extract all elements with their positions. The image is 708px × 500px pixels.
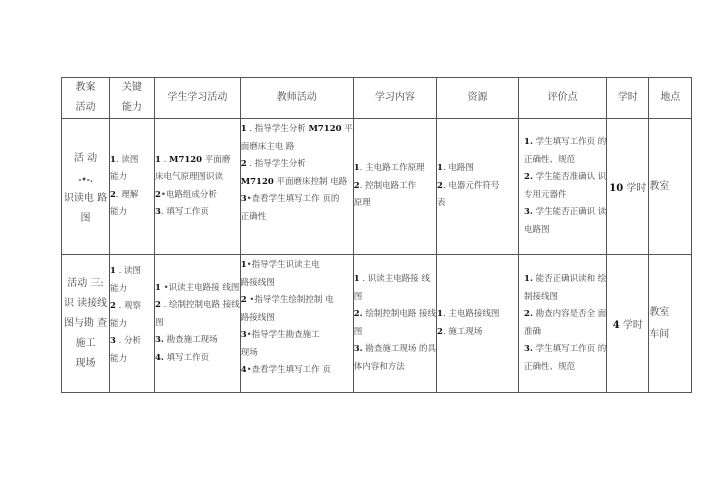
item-text: •识读主电路接 线图 <box>160 282 240 293</box>
list-item <box>524 341 606 359</box>
item-text: 图 <box>353 291 363 302</box>
header-teacher-activity: 教师活动 <box>240 78 353 119</box>
header-activity <box>62 78 110 119</box>
list-item <box>354 195 436 213</box>
item-number: 2 <box>437 326 443 337</box>
list-item <box>110 316 154 334</box>
item-text: . 观察 <box>115 301 142 311</box>
hours-cell <box>607 255 649 393</box>
item-text: •电路组成分析 <box>160 189 217 200</box>
evaluation-cell <box>519 255 607 393</box>
list-item <box>241 174 353 192</box>
item-number: 2 <box>353 180 360 191</box>
teacher-activity-cell <box>240 119 353 255</box>
item-text: 原理 <box>353 198 371 209</box>
item-text: . 读图 <box>115 154 139 165</box>
list-item <box>524 204 606 222</box>
item-number: 3 <box>240 194 247 204</box>
list-item <box>524 324 606 342</box>
list-item <box>437 160 518 178</box>
item-text: 学生填写工作页 的 <box>532 344 607 354</box>
list-item <box>354 306 436 324</box>
item-number: 2 <box>110 189 116 200</box>
list-item <box>354 271 436 289</box>
activity-line: 图 <box>80 212 91 224</box>
activity-cell <box>62 119 110 255</box>
list-item <box>354 160 436 178</box>
list-item <box>241 292 353 310</box>
item-number: 3. <box>524 207 533 217</box>
item-number: 1 <box>110 266 116 276</box>
item-text: 电路图 <box>524 224 550 235</box>
list-item <box>354 324 436 342</box>
item-text: 路接线图 <box>240 312 275 323</box>
list-item <box>155 152 240 170</box>
activity-line: 活动 三: <box>67 277 104 289</box>
list-item <box>354 178 436 196</box>
list-item <box>241 327 353 345</box>
list-item <box>110 281 154 299</box>
item-text: . 主电路接线图 <box>442 309 500 319</box>
list-item <box>524 289 606 307</box>
item-text: •查看学生填写工作 页的 <box>246 194 340 204</box>
list-item <box>155 315 240 333</box>
item-text: . 施工现场 <box>442 326 483 337</box>
item-number: 2. <box>524 172 533 182</box>
list-item <box>110 298 154 316</box>
item-text: 体内容和方法 <box>353 361 405 372</box>
item-text: . 填写工作页 <box>160 207 209 217</box>
place-text: 教室 <box>649 180 670 192</box>
evaluation-cell <box>519 119 607 255</box>
item-text: 平面磨 <box>202 154 231 165</box>
resources-cell <box>437 255 519 393</box>
hours-value: 10 <box>609 183 624 194</box>
item-text: 图 <box>353 326 363 337</box>
item-number: 1 <box>240 260 247 270</box>
list-item <box>524 134 606 152</box>
header-learning-content: 学习内容 <box>353 78 436 119</box>
list-item <box>524 271 606 289</box>
list-item <box>524 152 606 170</box>
header-hours: 学时 <box>607 78 649 119</box>
list-item <box>437 324 518 342</box>
table-row <box>62 119 692 255</box>
item-number: 2 <box>240 295 247 305</box>
item-text: •指导学生识读主电 <box>246 260 320 270</box>
list-item <box>155 187 240 205</box>
item-text: •指导学生勘查施工 <box>246 330 320 340</box>
header-row <box>62 78 692 119</box>
place-text: 车间 <box>649 328 670 340</box>
activity-line: 识读电 路 <box>63 192 108 204</box>
list-item <box>524 306 606 324</box>
header-student-activity: 学生学习活动 <box>155 78 241 119</box>
item-text: . 识读主电路接 线 <box>359 274 430 284</box>
list-item <box>110 263 154 281</box>
list-item <box>110 333 154 351</box>
list-item <box>241 275 353 293</box>
list-item <box>155 169 240 187</box>
item-text: . 控制电路工作 <box>359 180 417 191</box>
list-item <box>241 345 353 363</box>
hours-value: 4 <box>612 320 620 331</box>
hours-cell <box>607 119 649 255</box>
list-item <box>241 139 353 157</box>
item-number: 1 <box>110 154 116 165</box>
item-number: 3 <box>240 330 247 340</box>
item-number: 1 <box>353 274 360 284</box>
learning-content-cell <box>353 255 436 393</box>
item-number: 2 <box>155 300 161 311</box>
lesson-plan-table <box>61 77 692 393</box>
item-text: 专用元器件 <box>524 189 567 200</box>
model-code: M7120 <box>240 176 274 187</box>
resources-cell <box>437 119 519 255</box>
header-place: 地点 <box>649 78 692 119</box>
item-text: . 理解 <box>115 189 139 200</box>
item-text: 绘制控制电路 接线 <box>362 309 437 319</box>
item-text: . <box>160 154 170 165</box>
item-text: . 电路图 <box>442 163 474 174</box>
item-text: •指导学生绘制控制 电 <box>246 295 334 305</box>
list-item <box>155 350 240 368</box>
item-text: 路接线图 <box>240 277 275 288</box>
item-number: 2. <box>353 309 363 319</box>
activity-text: 活 <box>73 152 84 164</box>
item-text: 勘查施工现场 的具 <box>362 344 437 354</box>
list-item <box>437 195 518 213</box>
item-number: 2 <box>240 159 247 169</box>
item-text: 能力 <box>110 172 128 182</box>
list-item <box>241 257 353 275</box>
item-text: 学生能否正确识 读 <box>532 207 607 217</box>
item-number: 2 <box>437 180 443 191</box>
list-item <box>354 289 436 307</box>
item-text: 填写工作页 <box>163 352 210 363</box>
student-activity-cell <box>155 255 241 393</box>
item-number: 3. <box>155 335 164 346</box>
item-number: 1 <box>155 154 161 165</box>
item-number: 3. <box>524 344 533 354</box>
item-text: 能力 <box>110 283 128 294</box>
list-item <box>437 306 518 324</box>
header-text: 教案 <box>75 82 96 93</box>
item-number: 4. <box>155 352 164 363</box>
item-text: 表 <box>437 198 446 209</box>
list-item <box>241 121 353 139</box>
ability-cell <box>110 119 155 255</box>
item-text: 平 <box>341 124 353 134</box>
activity-cell <box>62 255 110 393</box>
item-text: 制接线图 <box>524 291 559 302</box>
header-ability <box>110 78 155 119</box>
list-item <box>110 351 154 369</box>
item-number: 1 <box>155 282 161 293</box>
item-text: 平面磨床控制 电路 <box>273 176 348 187</box>
hours-unit: 学时 <box>623 183 647 194</box>
place-cell <box>649 119 692 255</box>
header-evaluation: 评价点 <box>519 78 607 119</box>
hours-unit: 学时 <box>619 320 643 331</box>
item-text: 床电气原理图识读 <box>155 172 224 182</box>
list-item <box>155 280 240 298</box>
item-number: 3 <box>110 336 116 346</box>
list-item <box>155 297 240 315</box>
item-number: 1 <box>437 309 443 319</box>
activity-line: 施工 <box>75 337 96 349</box>
item-text: 正确性、规范 <box>524 154 576 165</box>
list-item <box>241 191 353 209</box>
list-item <box>155 332 240 350</box>
item-number: 3. <box>353 344 363 354</box>
item-text: . 绘制控制电路 接线 <box>160 300 240 311</box>
ability-cell <box>110 255 155 393</box>
header-resources: 资源 <box>437 78 519 119</box>
item-text: 正确性 <box>240 211 267 222</box>
item-text: 能力 <box>110 353 128 364</box>
teacher-activity-cell <box>240 255 353 393</box>
model-code: M7120 <box>169 154 203 165</box>
list-item <box>524 222 606 240</box>
item-text: •查看学生填写工作 页 <box>246 365 331 375</box>
item-number: 1 <box>353 163 360 174</box>
item-text: . 分析 <box>115 336 142 346</box>
list-item <box>524 169 606 187</box>
item-text: 图 <box>155 317 164 328</box>
list-item <box>354 359 436 377</box>
activity-line: 现场 <box>75 357 96 369</box>
list-item <box>437 178 518 196</box>
list-item <box>110 152 154 170</box>
header-text: 能力 <box>122 102 142 113</box>
item-text: . 电器元件符号 <box>442 180 500 191</box>
item-text: 面磨床主电 路 <box>240 141 295 152</box>
item-text: . 指导学生分析 <box>246 159 306 169</box>
learning-content-cell <box>353 119 436 255</box>
activity-line: -•-. <box>78 173 93 184</box>
student-activity-cell <box>155 119 241 255</box>
item-text: 勘查施工现场 <box>163 335 218 346</box>
activity-line: 识 读接线 <box>63 297 108 309</box>
item-text: . 读图 <box>115 266 142 276</box>
place-text: 教室 <box>649 306 670 318</box>
item-text: 现场 <box>240 347 258 358</box>
table-row <box>62 255 692 393</box>
item-text: 勘查内容是否全 面 <box>532 309 607 319</box>
item-text: 学生能否准确认 识 <box>532 172 607 182</box>
list-item <box>241 310 353 328</box>
list-item <box>110 169 154 187</box>
header-text: 关键 <box>122 82 142 93</box>
list-item <box>241 209 353 227</box>
activity-line: 图与勘 查 <box>63 317 108 329</box>
list-item <box>241 362 353 380</box>
list-item <box>155 204 240 222</box>
item-number: 1 <box>437 163 443 174</box>
list-item <box>110 204 154 222</box>
item-number: 4 <box>240 365 247 375</box>
list-item <box>354 341 436 359</box>
item-text: . 主电路工作原理 <box>359 163 425 174</box>
item-number: 3 <box>155 207 161 217</box>
place-cell <box>649 255 692 393</box>
list-item <box>241 156 353 174</box>
item-text: 学生填写工作页 的 <box>532 137 607 147</box>
list-item <box>524 187 606 205</box>
item-number: 1. <box>524 274 533 284</box>
item-number: 2 <box>110 301 116 311</box>
header-text: 活动 <box>75 102 96 113</box>
item-number: 1 <box>240 124 247 134</box>
item-text: 能否正确识读和 绘 <box>532 274 607 284</box>
list-item <box>110 187 154 205</box>
activity-line <box>62 149 109 169</box>
activity-text: 动 <box>87 152 98 164</box>
item-number: 1. <box>524 137 533 147</box>
model-code: M7120 <box>308 124 342 134</box>
item-text: . 指导学生分析 <box>246 124 309 134</box>
item-text: 准确 <box>524 326 542 337</box>
item-number: 2. <box>524 309 533 319</box>
item-text: 能力 <box>110 207 128 217</box>
item-number: 2 <box>155 189 161 200</box>
item-text: 能力 <box>110 318 128 329</box>
item-text: 正确性、规范 <box>524 361 576 372</box>
list-item <box>524 359 606 377</box>
